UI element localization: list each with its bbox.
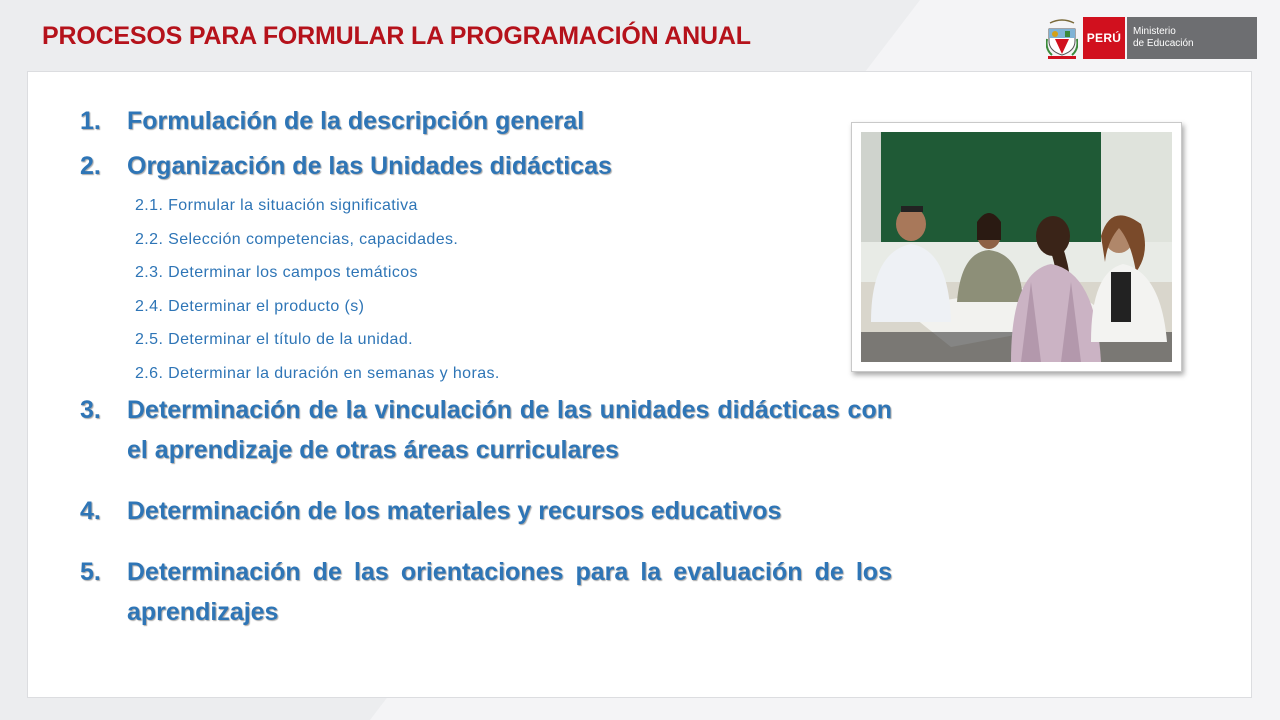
process-item-4 [80,491,892,531]
peru-label: PERÚ [1083,17,1125,59]
process-item-3 [80,390,892,470]
subprocess-item: 2.4. Determinar el producto (s) [135,297,365,315]
subprocess-item: 2.5. Determinar el título de la unidad. [135,331,413,348]
item-number: 3. [80,396,101,424]
item-number: 1. [80,107,101,135]
ministry-label [1127,17,1257,59]
peru-coat-of-arms-icon [1046,17,1078,59]
ministry-line-1: Ministerio [1133,26,1176,37]
process-item-5 [80,552,892,632]
item-text: Organización de las Unidades didácticas [127,152,612,180]
item-text: Formulación de la descripción general [127,107,585,135]
ministry-line-2: de Educación [1133,38,1194,49]
process-item-1 [80,101,892,141]
subprocess-item: 2.6. Determinar la duración en semanas y horas. [135,364,500,382]
subprocess-list [80,189,892,390]
page-title: PROCESOS PARA FORMULAR LA PROGRAMACIÓN ANUAL [42,22,751,50]
item-number: 4. [80,497,101,525]
ministry-logo [1046,17,1257,59]
item-number: 2. [80,152,101,180]
photo-frame [851,122,1182,372]
subprocess-item: 2.3. Determinar los campos temáticos [135,264,418,281]
item-text: Determinación de los materiales y recursos educativos [127,497,782,525]
item-text: Determinación de la vinculación de las unidades didácticas con el aprendizaje de otras áreas curriculares [127,396,892,464]
subprocess-item: 2.1. Formular la situación significativa [135,197,418,214]
teachers-meeting-photo [861,132,1172,362]
process-list [80,101,892,632]
item-text: Determinación de las orientaciones para la evaluación de los aprendizajes [127,558,892,626]
item-number: 5. [80,558,101,586]
subprocess-item: 2.2. Selección competencias, capacidades. [135,230,459,248]
process-item-2 [80,146,892,186]
